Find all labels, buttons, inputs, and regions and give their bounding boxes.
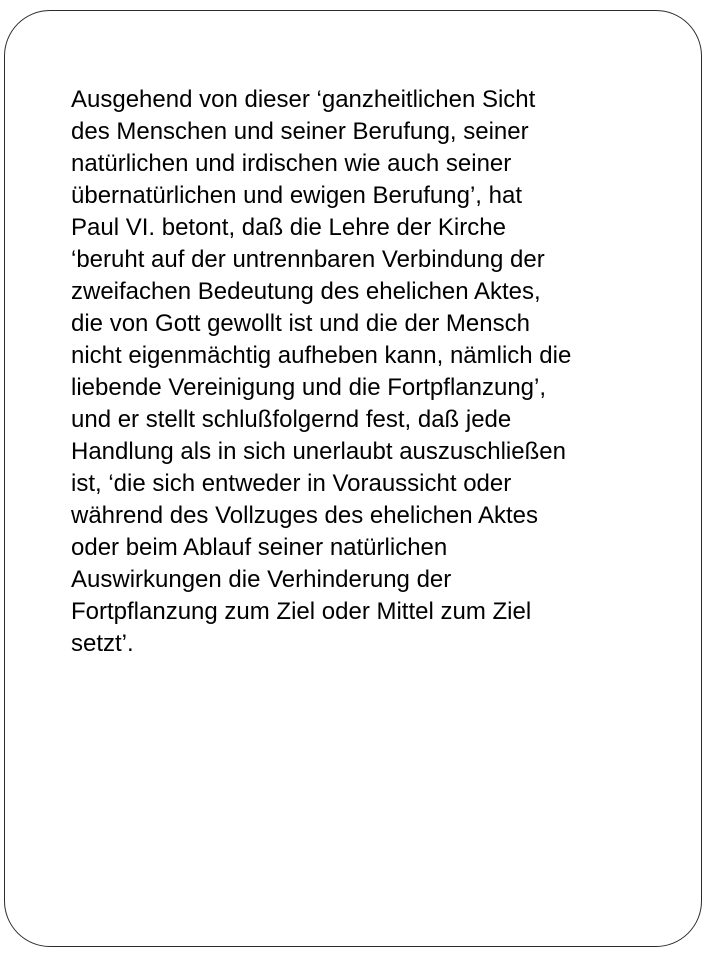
text-line: natürlichen und irdischen wie auch seiner — [71, 150, 512, 177]
text-line: nicht eigenmächtig aufheben kann, nämlich die — [71, 342, 572, 369]
text-line: ‘beruht auf der untrennbaren Verbindung der — [71, 246, 545, 273]
slide-body-text — [71, 84, 651, 660]
text-line: setzt’. — [71, 630, 134, 657]
text-line: die von Gott gewollt ist und die der Mensch — [71, 310, 530, 337]
text-line: zweifachen Bedeutung des ehelichen Aktes, — [71, 278, 541, 305]
text-line: oder beim Ablauf seiner natürlichen — [71, 534, 448, 561]
text-line: während des Vollzuges des ehelichen Aktes — [71, 502, 538, 529]
text-line: Ausgehend von dieser ‘ganzheitlichen Sicht — [71, 86, 536, 113]
text-line: und er stellt schlußfolgernd fest, daß jede — [71, 406, 512, 433]
text-line: Handlung als in sich unerlaubt auszuschließen — [71, 438, 566, 465]
text-line: liebende Vereinigung und die Fortpflanzung’, — [71, 374, 547, 401]
text-line: ist, ‘die sich entweder in Voraussicht oder — [71, 470, 512, 497]
text-line: Fortpflanzung zum Ziel oder Mittel zum Ziel — [71, 598, 532, 625]
text-line: Paul VI. betont, daß die Lehre der Kirche — [71, 214, 506, 241]
text-line: übernatürlichen und ewigen Berufung’, hat — [71, 182, 522, 209]
text-line: Auswirkungen die Verhinderung der — [71, 566, 452, 593]
text-line: des Menschen und seiner Berufung, seiner — [71, 118, 529, 145]
